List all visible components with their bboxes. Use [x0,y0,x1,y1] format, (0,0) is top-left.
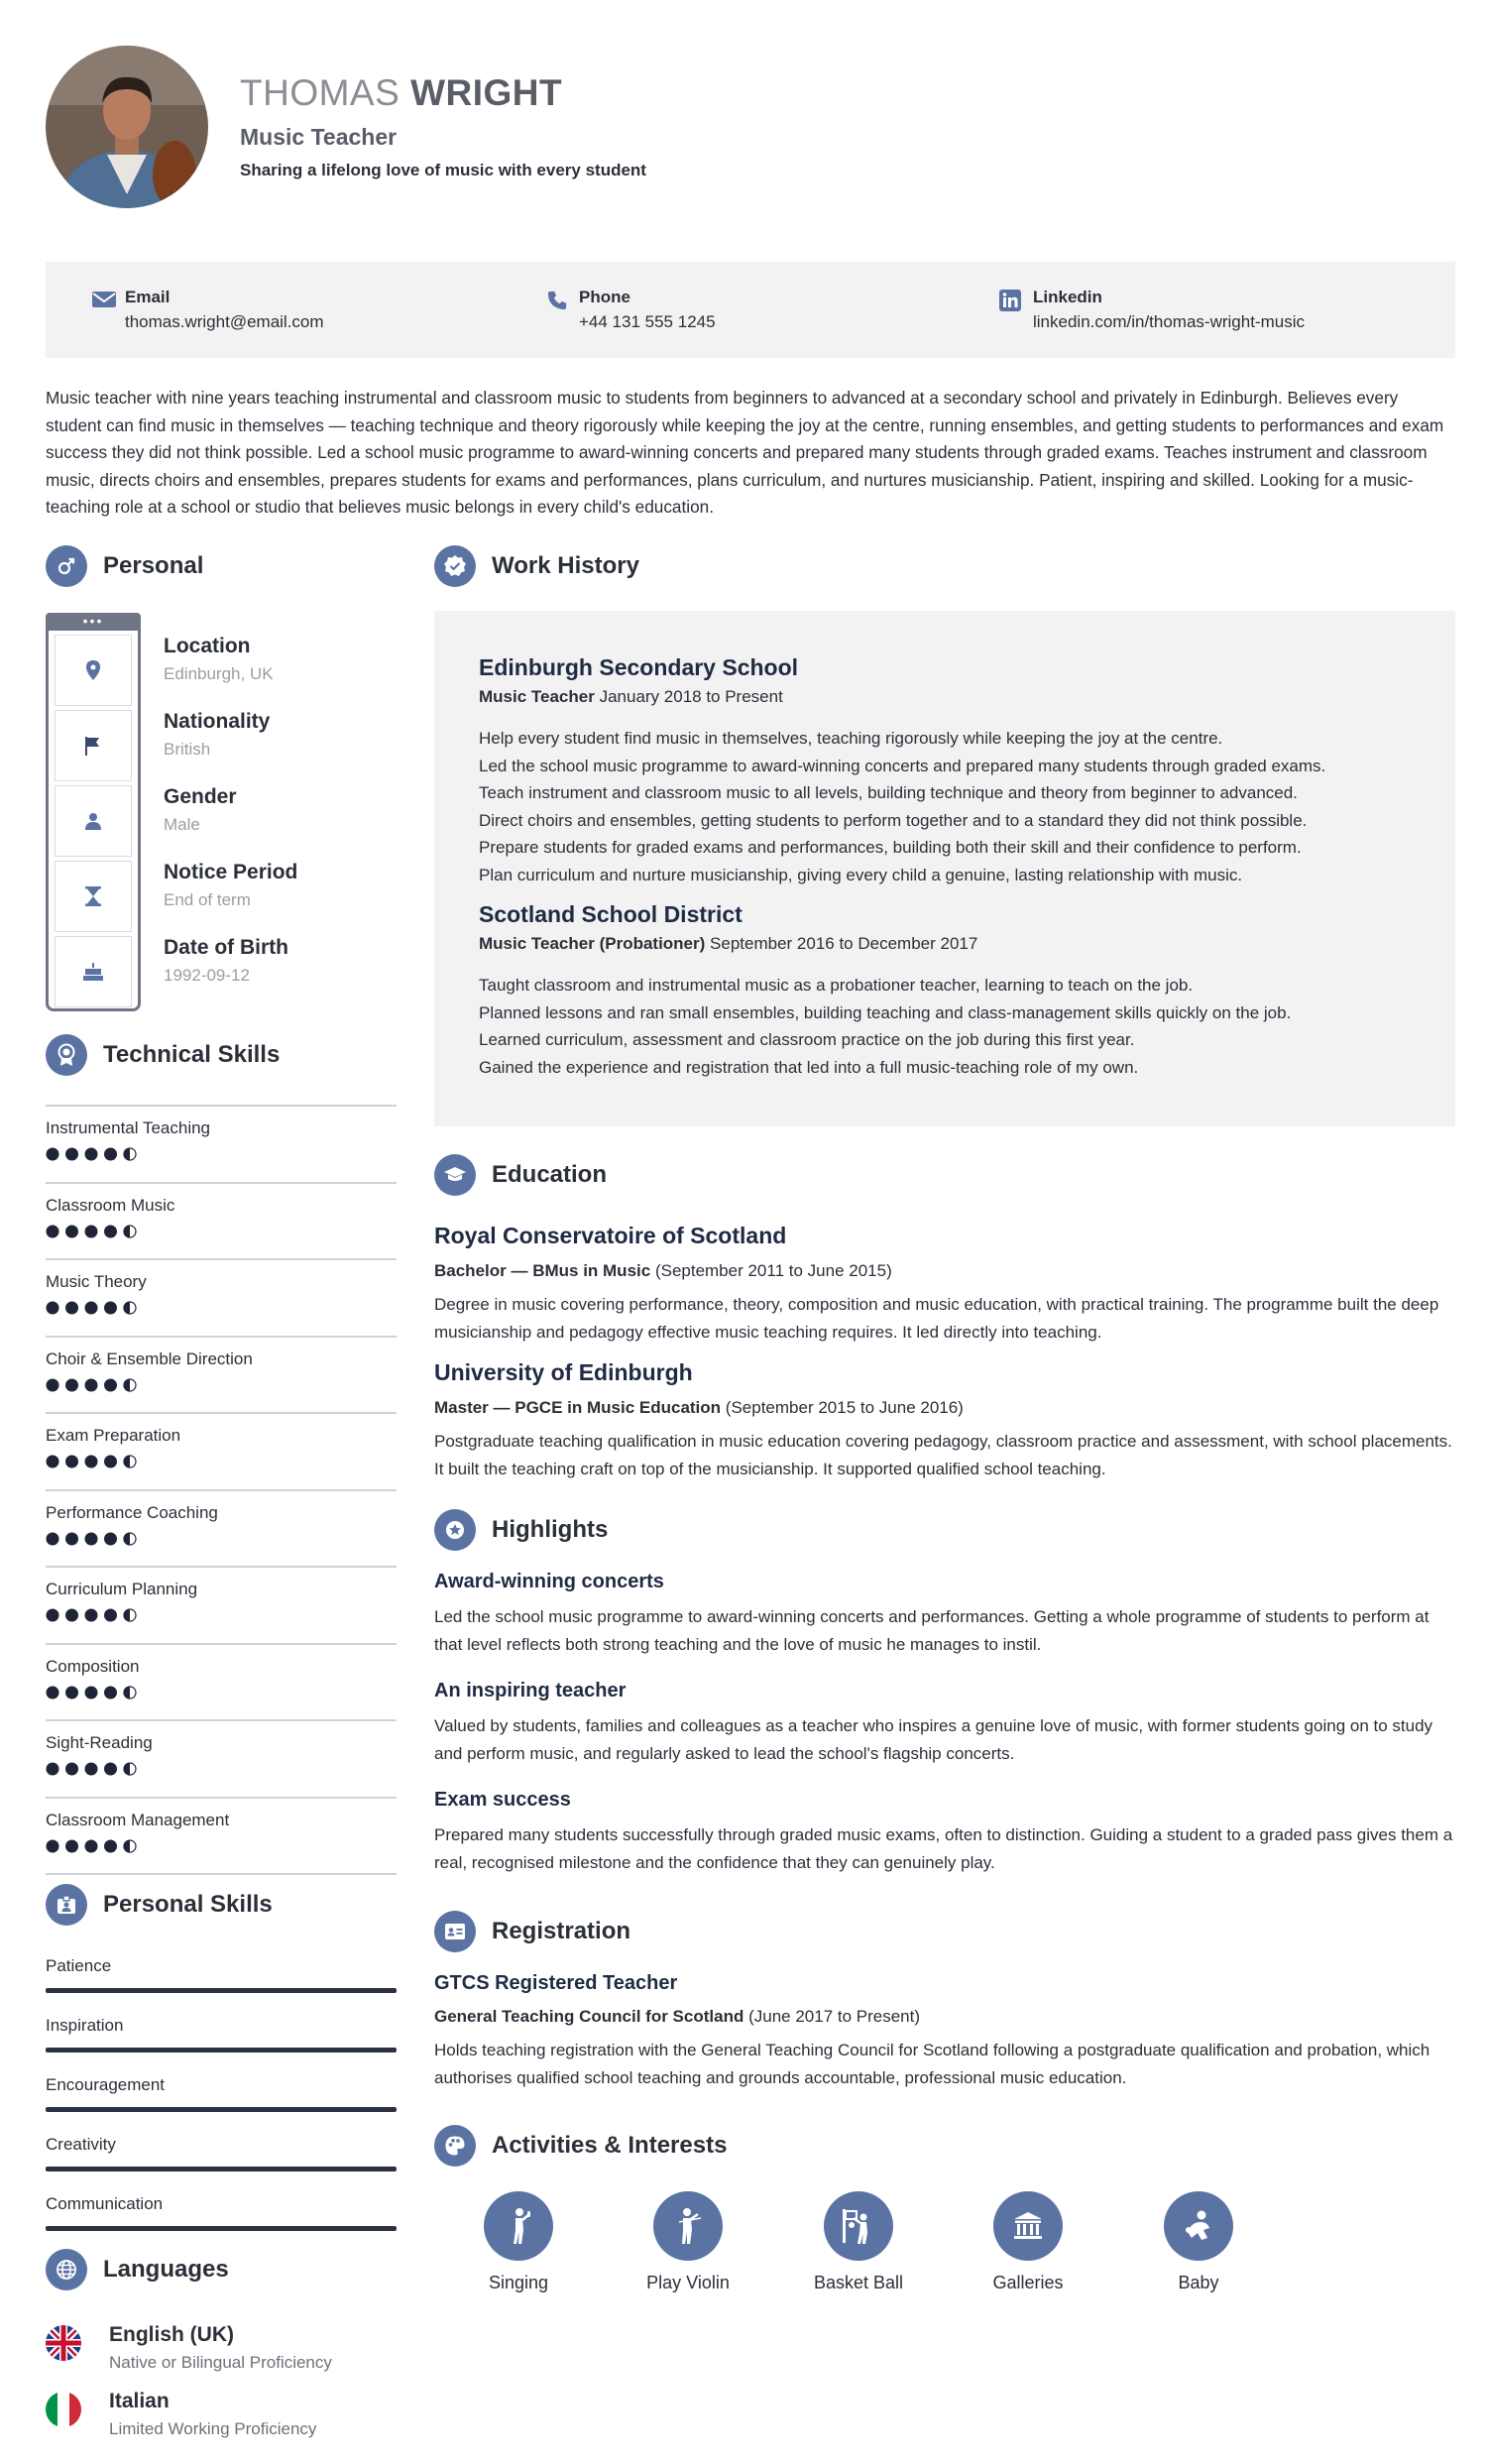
rating-dot-half [124,1225,131,1237]
basketball-icon [824,2191,893,2261]
technical-skill-item [46,1489,397,1547]
phone-icon [545,290,571,311]
section-registration: Registration [434,1911,630,1952]
rating-dot-full [65,1532,78,1545]
activity-baby: Baby [1139,2191,1258,2293]
job-entry: Edinburgh Secondary School Music Teacher January 2018 to Present Help every student find music in themselves, teaching rigorously while keeping the joy at the centre. Led the school music programme to award-winning concerts and prepared many students through graded exams. Teach instrument and classroom music to all levels, building technique and theory from beginner to advanced. Direct choirs and ensembles, getting students to perform together and to a standard they did not think possible. Prepare students for graded exams and performances, building both their skill and their confidence to perform. Plan curriculum and nurture musicianship, giving every child a genuine, lasting relationship with music. [479,654,1430,888]
rating-dot-full [85,1456,98,1468]
rating-dot-full [85,1763,98,1776]
language-italian: Italian Limited Working Proficiency [46,2390,316,2439]
uk-flag-icon [46,2325,81,2361]
rating-dot-half [124,1763,131,1776]
rating-dot-full [65,1148,78,1161]
rating-dot-full [65,1839,78,1852]
personal-item-nationality: Nationality British [164,710,271,759]
skill-name: Creativity [46,2135,116,2154]
id-badge-icon [46,1884,87,1926]
education-entry: University of Edinburgh Master — PGCE in Music Education (September 2015 to June 2016) Postgraduate teaching qualification in music education covering pedagogy, classroom practice and assessment, with school placements. It built the teaching craft on top of the musicianship. It supported qualified school teaching. [434,1359,1452,1478]
section-languages: Languages [46,2249,229,2290]
personal-skill-item [46,2194,397,2231]
dots-icon: ••• [82,613,104,629]
rating-dot-half [124,1532,131,1545]
technical-skill-item [46,1182,397,1239]
rating-dot-full [85,1148,98,1161]
technical-skill-item [46,1258,397,1316]
personal-skill-item [46,1956,397,1993]
rating-dot-full [65,1225,78,1237]
rating-dot-full [104,1148,117,1161]
highlight-entry: An inspiring teacher Valued by students, families and colleagues as a teacher who inspires a genuine love of music, with former students going on to study and perform music, and regularly asked to lead the school's flagship concerts. [434,1680,1433,1763]
section-personal: Personal [46,545,203,587]
rating-dot-full [65,1686,78,1699]
skill-rating [46,1838,397,1854]
section-technical-skills: Technical Skills [46,1034,280,1076]
rating-dot-half [124,1686,131,1699]
contact-bar [46,262,1455,358]
skill-name: Encouragement [46,2075,166,2094]
rating-dot-full [65,1378,78,1391]
skill-name: Inspiration [46,2016,124,2035]
hourglass-icon [55,861,132,932]
graduation-cap-icon [434,1154,476,1196]
activity-basket-ball: Basket Ball [799,2191,918,2293]
skill-rating [46,1531,397,1547]
rating-dot-full [104,1609,117,1622]
cake-icon [55,936,132,1007]
skill-name: Performance Coaching [46,1502,218,1522]
rating-dot-full [85,1609,98,1622]
activity-play-violin: Play Violin [629,2191,747,2293]
section-work-history: Work History [434,545,639,587]
rating-dot-full [104,1378,117,1391]
job-duties: Taught classroom and instrumental music as a probationer teacher, learning to teach on the job. Planned lessons and ran small ensembles, building teaching and class-management skills quickly on the job. Learned curriculum, assessment and classroom practice on the job during this first year. Gained the experience and registration that led into a full music-teaching role of my own. [479,976,1292,1077]
language-english: English (UK) Native or Bilingual Proficiency [46,2323,332,2373]
rating-dot-full [47,1148,59,1161]
rating-dot-half [124,1148,131,1161]
personal-skill-item [46,2016,397,2053]
technical-skill-item [46,1412,397,1469]
skill-rating [46,1454,397,1469]
personal-skill-item [46,2135,397,2171]
skill-level-bar [46,2048,397,2053]
violin-icon [653,2191,723,2261]
skill-name: Music Theory [46,1272,147,1291]
rating-dot-full [85,1225,98,1237]
location-pin-icon [55,635,132,706]
skill-name: Composition [46,1656,140,1676]
skill-name: Choir & Ensemble Direction [46,1349,253,1368]
rating-dot-full [104,1839,117,1852]
skill-level-bar [46,1988,397,1993]
personal-item-gender: Gender Male [164,785,237,834]
email-icon [91,290,117,311]
education-entry: Royal Conservatoire of Scotland Bachelor — BMus in Music (September 2011 to June 2015) Degree in music covering performance, theory, composition and music education, with practical training. The programme built the deep musicianship and pedagogy effective music teaching requires. It led directly into teaching. [434,1223,1439,1342]
rating-dot-full [47,1456,59,1468]
skill-rating [46,1607,397,1623]
skill-level-bar [46,2167,397,2171]
star-badge-icon [434,1509,476,1551]
skill-rating [46,1761,397,1777]
skill-name: Curriculum Planning [46,1580,198,1598]
rating-dot-half [124,1839,131,1852]
personal-item-date-of-birth: Date of Birth 1992-09-12 [164,936,288,985]
skill-name: Patience [46,1956,112,1975]
section-personal-skills: Personal Skills [46,1884,273,1926]
rating-dot-full [65,1609,78,1622]
rating-dot-full [65,1763,78,1776]
rating-dot-full [65,1302,78,1315]
skill-level-bar [46,2226,397,2231]
rating-dot-full [47,1302,59,1315]
tagline: Sharing a lifelong love of music with every student [240,160,646,179]
personal-item-notice-period: Notice Period End of term [164,861,298,909]
skill-rating [46,1377,397,1393]
job-entry: Scotland School District Music Teacher (Probationer) September 2016 to December 2017 Taught classroom and instrumental music as a probationer teacher, learning to teach on the job. Planned lessons and ran small ensembles, building teaching and class-management skills quickly on the job. Learned curriculum, assessment and classroom practice on the job during this first year. Gained the experience and registration that led into a full music-teaching role of my own. [479,901,1430,1081]
flag-icon [55,710,132,781]
rating-dot-full [85,1686,98,1699]
section-highlights: Highlights [434,1509,608,1551]
skill-name: Communication [46,2194,164,2213]
rating-dot-full [104,1532,117,1545]
skill-name: Classroom Music [46,1195,175,1215]
technical-skill-item [46,1566,397,1623]
rating-dot-full [47,1532,59,1545]
palette-icon [434,2125,476,2167]
rating-dot-full [104,1302,117,1315]
person-icon [55,785,132,857]
gallery-icon [993,2191,1063,2261]
full-name: THOMAS WRIGHT [240,72,563,114]
skill-level-bar [46,2107,397,2112]
section-activities: Activities & Interests [434,2125,727,2167]
rating-dot-full [85,1532,98,1545]
personal-skill-item [46,2075,397,2112]
header [46,46,646,208]
rating-dot-half [124,1609,131,1622]
skill-name: Exam Preparation [46,1426,181,1445]
rating-dot-full [47,1763,59,1776]
registration-entry: GTCS Registered Teacher General Teaching Council for Scotland (June 2017 to Present) Holds teaching registration with the General Teaching Council for Scotland following a postgraduate qualification and probation, which authorises qualified school teaching and grounds accountable, professional music education. [434,1972,1430,2087]
rating-dot-full [47,1609,59,1622]
job-duties: Help every student find music in themselves, teaching rigorously while keeping the joy at the centre. Led the school music programme to award-winning concerts and prepared many students through graded exams. Teach instrument and classroom music to all levels, building technique and theory from beginner to advanced. Direct choirs and ensembles, getting students to perform together and to a standard they did not think possible. Prepare students for graded exams and performances, building both their skill and their confidence to perform. Plan curriculum and nurture musicianship, giving every child a genuine, lasting relationship with music. [479,729,1326,884]
rating-dot-full [85,1378,98,1391]
contact-linkedin[interactable]: Linkedin linkedin.com/in/thomas-wright-music [999,288,1305,332]
rating-dot-full [104,1763,117,1776]
activity-singing: Singing [459,2191,578,2293]
skills-divider [46,1873,397,1875]
skill-rating [46,1146,397,1162]
skill-name: Sight-Reading [46,1733,153,1752]
section-education: Education [434,1154,607,1196]
rating-dot-full [104,1686,117,1699]
work-history-panel [434,611,1455,1126]
personal-item-location: Location Edinburgh, UK [164,635,274,683]
contact-phone[interactable]: Phone +44 131 555 1245 [545,288,716,332]
skill-rating [46,1685,397,1701]
profile-summary: Music teacher with nine years teaching instrumental and classroom music to students from beginners to advanced at a secondary school and privately in Edinburgh. Believes every student can find music in themselves — teaching technique and theory rigorously while keeping the joy at the centre, running ensembles, and getting students to performances and exam success they did not think possible. Led a school music programme to award-winning concerts and prepared many students through graded exams. Teaches instrument and classroom music, directs choirs and ensembles, prepares students for exams and performances, plans curriculum, and nurtures musicianship. Patient, inspiring and skilled. Looking for a music-teaching role at a school or studio that believes music belongs in every child's education. [46,388,1444,517]
job-title: Music Teacher [240,123,398,150]
id-card-icon [434,1911,476,1952]
profile-photo [46,46,208,208]
rating-dot-half [124,1378,131,1391]
highlight-entry: Award-winning concerts Led the school music programme to award-winning concerts and performances. Getting a whole programme of students to perform at that level reflects both strong teaching and the love of music he manages to instil. [434,1571,1430,1654]
technical-skill-item [46,1643,397,1701]
rating-dot-full [104,1225,117,1237]
linkedin-icon [999,290,1025,311]
technical-skill-item [46,1105,397,1162]
rating-dot-full [47,1378,59,1391]
skill-name: Classroom Management [46,1810,230,1829]
singing-icon [484,2191,553,2261]
verified-badge-icon [434,545,476,587]
rating-dot-full [104,1456,117,1468]
rating-dot-full [65,1456,78,1468]
skill-rating [46,1300,397,1316]
rating-dot-full [47,1839,59,1852]
baby-icon [1164,2191,1233,2261]
globe-icon [46,2249,87,2290]
skill-name: Instrumental Teaching [46,1118,211,1137]
technical-skill-item [46,1719,397,1777]
rating-dot-half [124,1456,131,1468]
personal-table [46,613,141,1011]
contact-email[interactable]: Email thomas.wright@email.com [91,288,324,332]
gender-symbol-icon [46,545,87,587]
technical-skill-item [46,1336,397,1393]
rating-dot-half [124,1302,131,1315]
rating-dot-full [47,1686,59,1699]
highlight-entry: Exam success Prepared many students successfully through graded music exams, often to distinction. Guiding a student to a graded pass gives them a real, recognised milestone and the confidence that they can genuinely play. [434,1789,1453,1872]
rating-dot-full [85,1839,98,1852]
activity-galleries: Galleries [969,2191,1087,2293]
rating-dot-full [47,1225,59,1237]
rating-dot-full [85,1302,98,1315]
skill-rating [46,1224,397,1239]
italy-flag-icon [46,2392,81,2427]
award-icon [46,1034,87,1076]
technical-skill-item [46,1797,397,1854]
